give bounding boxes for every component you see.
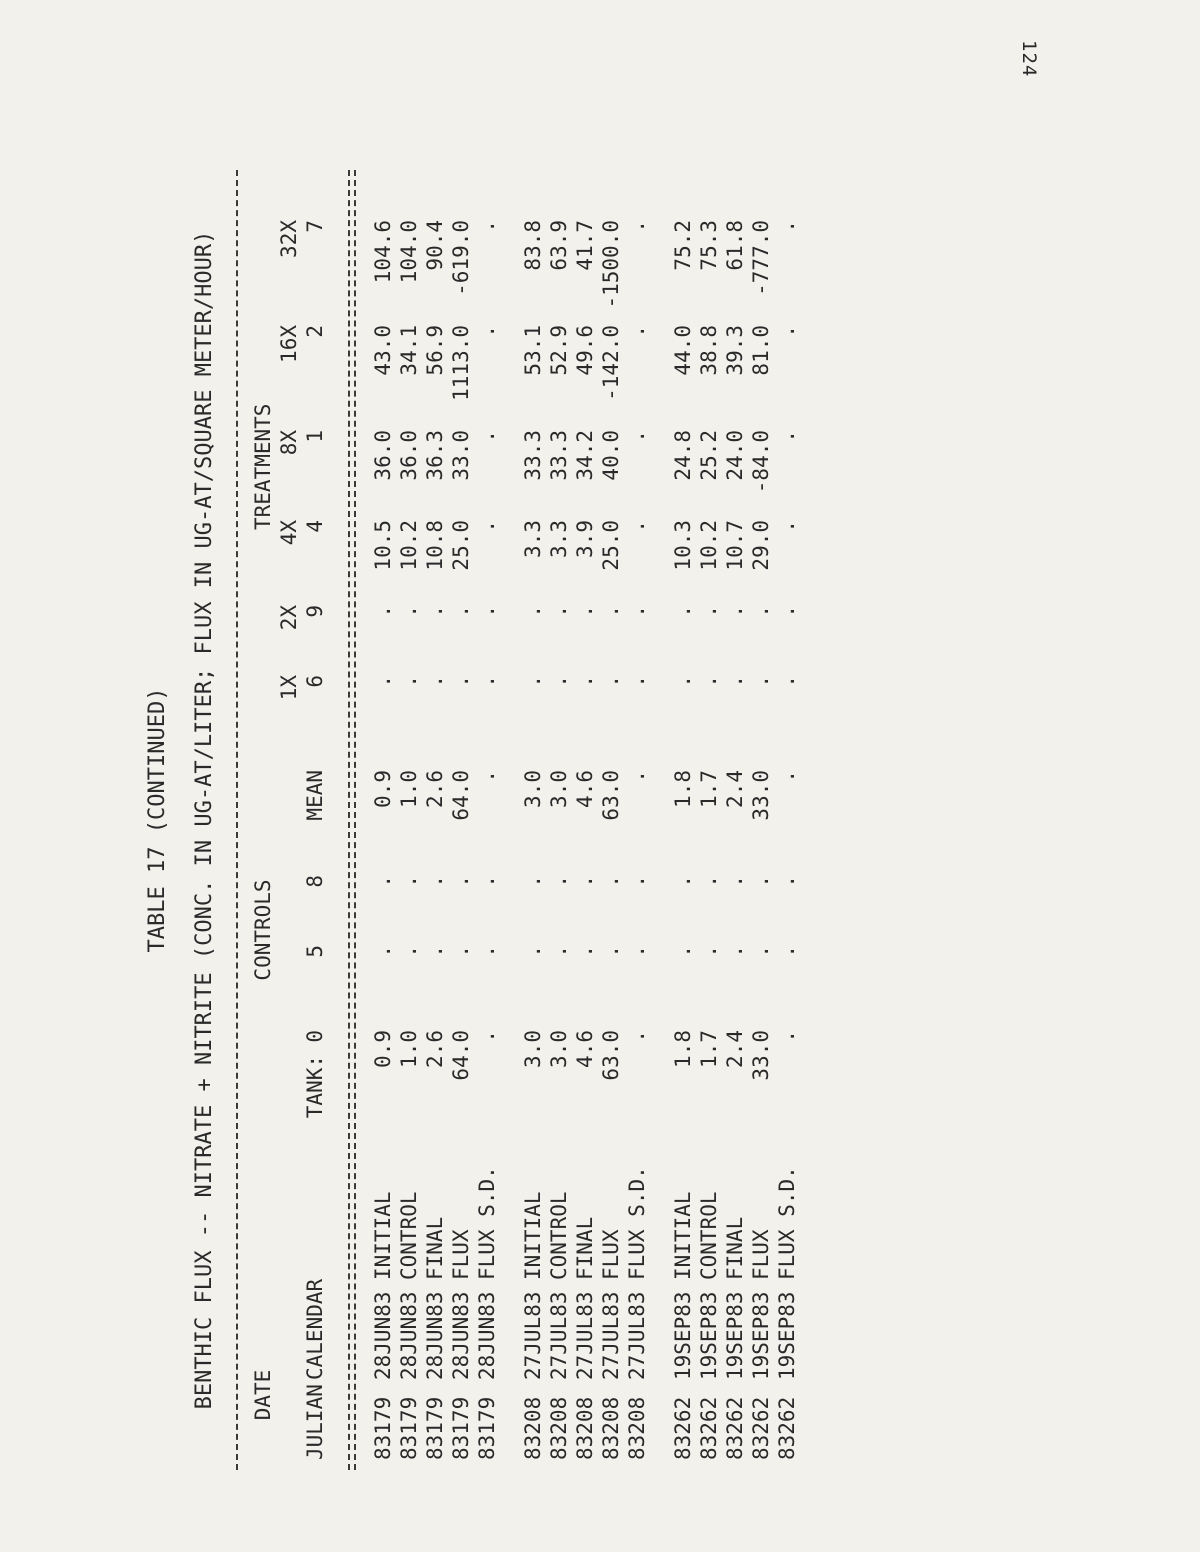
julian-date: 83208 bbox=[547, 1396, 571, 1460]
julian-date: 83179 bbox=[397, 1396, 421, 1460]
table-cell: . bbox=[547, 945, 571, 958]
table-cell: . bbox=[449, 675, 473, 688]
table-cell: . bbox=[521, 875, 545, 888]
table-cell: 1.7 bbox=[697, 770, 721, 808]
page-number: 124 bbox=[1018, 40, 1040, 78]
table-cell: 44.0 bbox=[671, 325, 695, 376]
table-cell: . bbox=[573, 875, 597, 888]
table-cell: . bbox=[671, 605, 695, 618]
table-cell: . bbox=[371, 945, 395, 958]
table-cell: 52.9 bbox=[547, 325, 571, 376]
table-cell: . bbox=[475, 520, 499, 533]
col-header-tank-id: 2 bbox=[303, 325, 327, 338]
row-type: INITIAL bbox=[671, 1191, 695, 1280]
table-cell: 34.1 bbox=[397, 325, 421, 376]
calendar-date: 28JUN83 bbox=[397, 1291, 421, 1380]
dilution-label: 32X bbox=[277, 220, 301, 258]
calendar-date: 27JUL83 bbox=[599, 1291, 623, 1380]
table-cell: 63.0 bbox=[599, 1030, 623, 1081]
calendar-date: 27JUL83 bbox=[625, 1291, 649, 1380]
dilution-label: 1X bbox=[277, 675, 301, 701]
col-header-tank-id: 8 bbox=[303, 875, 327, 888]
table-cell: . bbox=[475, 1030, 499, 1043]
table-cell: 1.0 bbox=[397, 1030, 421, 1068]
table-cell: . bbox=[775, 220, 799, 233]
table-cell: . bbox=[573, 675, 597, 688]
table-cell: . bbox=[625, 945, 649, 958]
table-cell: . bbox=[423, 605, 447, 618]
table-cell: 10.2 bbox=[397, 520, 421, 571]
table-cell: . bbox=[423, 675, 447, 688]
calendar-date: 19SEP83 bbox=[775, 1291, 799, 1380]
julian-date: 83262 bbox=[775, 1396, 799, 1460]
row-type: INITIAL bbox=[371, 1191, 395, 1280]
row-type: FLUX S.D. bbox=[775, 1166, 799, 1280]
table-cell: . bbox=[475, 675, 499, 688]
table-cell: . bbox=[775, 770, 799, 783]
table-cell: . bbox=[599, 945, 623, 958]
group-header-date: DATE bbox=[251, 1369, 275, 1421]
table-cell: . bbox=[775, 520, 799, 533]
table-cell: . bbox=[475, 875, 499, 888]
top-rule bbox=[236, 170, 238, 1470]
col-header-tank-id: 0 bbox=[303, 1030, 327, 1043]
table-cell: 81.0 bbox=[749, 325, 773, 376]
table-cell: 10.3 bbox=[671, 520, 695, 571]
table-cell: 29.0 bbox=[749, 520, 773, 571]
table-cell: -619.0 bbox=[449, 220, 473, 296]
table-cell: 104.6 bbox=[371, 220, 395, 284]
table-cell: . bbox=[599, 875, 623, 888]
table-cell: . bbox=[599, 605, 623, 618]
col-header-tank-id: MEAN bbox=[303, 770, 327, 821]
table-cell: 2.4 bbox=[723, 770, 747, 808]
table-cell: 64.0 bbox=[449, 1030, 473, 1081]
table-cell: . bbox=[775, 675, 799, 688]
table-cell: 61.8 bbox=[723, 220, 747, 271]
row-type: INITIAL bbox=[521, 1191, 545, 1280]
table-cell: . bbox=[775, 325, 799, 338]
julian-date: 83179 bbox=[423, 1396, 447, 1460]
table-cell: 24.8 bbox=[671, 430, 695, 481]
table-cell: . bbox=[775, 430, 799, 443]
table-cell: 1.7 bbox=[697, 1030, 721, 1068]
table-cell: . bbox=[775, 605, 799, 618]
row-type: FLUX S.D. bbox=[625, 1166, 649, 1280]
table-cell: . bbox=[671, 675, 695, 688]
table-subtitle: BENTHIC FLUX -- NITRATE + NITRITE (CONC. IN UG-AT/LITER; FLUX IN UG-AT/SQUARE METER/HOUR) bbox=[192, 230, 217, 1410]
table-cell: . bbox=[449, 875, 473, 888]
table-cell: 63.9 bbox=[547, 220, 571, 271]
table-cell: 25.0 bbox=[599, 520, 623, 571]
table-cell: 43.0 bbox=[371, 325, 395, 376]
table-cell: 2.6 bbox=[423, 770, 447, 808]
table-cell: . bbox=[625, 875, 649, 888]
table-cell: 104.0 bbox=[397, 220, 421, 284]
table-cell: 3.0 bbox=[521, 1030, 545, 1068]
table-cell: 38.8 bbox=[697, 325, 721, 376]
table-cell: 3.0 bbox=[547, 770, 571, 808]
table-cell: 53.1 bbox=[521, 325, 545, 376]
calendar-date: 27JUL83 bbox=[547, 1291, 571, 1380]
table-cell: . bbox=[671, 875, 695, 888]
row-type: CONTROL bbox=[397, 1191, 421, 1280]
table-cell: . bbox=[397, 605, 421, 618]
calendar-date: 28JUN83 bbox=[371, 1291, 395, 1380]
table-cell: . bbox=[573, 605, 597, 618]
table-cell: . bbox=[521, 945, 545, 958]
table-cell: . bbox=[625, 1030, 649, 1043]
table-cell: -1500.0 bbox=[599, 220, 623, 309]
table-cell: . bbox=[475, 605, 499, 618]
table-cell: 40.0 bbox=[599, 430, 623, 481]
table-cell: . bbox=[697, 945, 721, 958]
table-cell: 75.3 bbox=[697, 220, 721, 271]
dilution-label: 8X bbox=[277, 430, 301, 456]
table-cell: 25.2 bbox=[697, 430, 721, 481]
table-cell: 10.7 bbox=[723, 520, 747, 571]
table-cell: 24.0 bbox=[723, 430, 747, 481]
table-cell: 34.2 bbox=[573, 430, 597, 481]
table-cell: . bbox=[423, 945, 447, 958]
table-cell: 0.9 bbox=[371, 770, 395, 808]
table-cell: 83.8 bbox=[521, 220, 545, 271]
table-cell: . bbox=[371, 875, 395, 888]
calendar-date: 19SEP83 bbox=[697, 1291, 721, 1380]
julian-date: 83262 bbox=[697, 1396, 721, 1460]
julian-date: 83179 bbox=[449, 1396, 473, 1460]
julian-date: 83262 bbox=[749, 1396, 773, 1460]
table-cell: . bbox=[397, 945, 421, 958]
table-cell: 75.2 bbox=[671, 220, 695, 271]
table-cell: 1.8 bbox=[671, 1030, 695, 1068]
col-header-tank-id: 5 bbox=[303, 945, 327, 958]
group-header-controls: CONTROLS bbox=[251, 879, 275, 981]
table-cell: 90.4 bbox=[423, 220, 447, 271]
table-cell: -84.0 bbox=[749, 430, 773, 494]
table-cell: . bbox=[521, 675, 545, 688]
row-type: FINAL bbox=[573, 1216, 597, 1280]
col-header-tank-id: 9 bbox=[303, 605, 327, 618]
table-cell: 33.0 bbox=[749, 1030, 773, 1081]
table-cell: . bbox=[475, 770, 499, 783]
table-cell: . bbox=[547, 675, 571, 688]
table-cell: . bbox=[697, 875, 721, 888]
table-cell: 25.0 bbox=[449, 520, 473, 571]
table-cell: . bbox=[547, 875, 571, 888]
table-cell: . bbox=[397, 875, 421, 888]
table-cell: . bbox=[371, 605, 395, 618]
table-cell: 0.9 bbox=[371, 1030, 395, 1068]
table-cell: 39.3 bbox=[723, 325, 747, 376]
table-cell: 10.8 bbox=[423, 520, 447, 571]
table-cell: . bbox=[625, 220, 649, 233]
julian-date: 83262 bbox=[671, 1396, 695, 1460]
table-cell: 1.0 bbox=[397, 770, 421, 808]
table-cell: . bbox=[521, 605, 545, 618]
row-type: FLUX bbox=[749, 1229, 773, 1280]
table-cell: . bbox=[625, 675, 649, 688]
table-cell: 33.0 bbox=[449, 430, 473, 481]
table-cell: . bbox=[723, 605, 747, 618]
table-cell: . bbox=[547, 605, 571, 618]
table-cell: 10.5 bbox=[371, 520, 395, 571]
julian-date: 83208 bbox=[625, 1396, 649, 1460]
table-cell: . bbox=[475, 220, 499, 233]
table-cell: . bbox=[723, 945, 747, 958]
header-rule-1 bbox=[348, 170, 350, 1470]
table-cell: 49.6 bbox=[573, 325, 597, 376]
table-cell: . bbox=[723, 675, 747, 688]
table-cell: . bbox=[625, 325, 649, 338]
table-cell: 33.0 bbox=[749, 770, 773, 821]
table-title: TABLE 17 (CONTINUED) bbox=[145, 687, 170, 953]
table-cell: . bbox=[723, 875, 747, 888]
table-cell: . bbox=[573, 945, 597, 958]
table-cell: . bbox=[625, 430, 649, 443]
row-type: CONTROL bbox=[697, 1191, 721, 1280]
rotated-table bbox=[145, 170, 830, 1470]
table-cell: . bbox=[625, 770, 649, 783]
table-cell: . bbox=[749, 605, 773, 618]
table-cell: . bbox=[371, 675, 395, 688]
table-cell: -142.0 bbox=[599, 325, 623, 401]
calendar-date: 19SEP83 bbox=[749, 1291, 773, 1380]
col-header-calendar: CALENDAR bbox=[303, 1278, 327, 1380]
row-type: FINAL bbox=[723, 1216, 747, 1280]
calendar-date: 28JUN83 bbox=[423, 1291, 447, 1380]
dilution-label: 2X bbox=[277, 605, 301, 631]
col-header-julian: JULIAN bbox=[303, 1384, 327, 1460]
table-cell: . bbox=[697, 605, 721, 618]
table-cell: . bbox=[449, 605, 473, 618]
table-cell: 2.4 bbox=[723, 1030, 747, 1068]
table-cell: 1.8 bbox=[671, 770, 695, 808]
header-rule-2 bbox=[354, 170, 356, 1470]
julian-date: 83179 bbox=[475, 1396, 499, 1460]
table-cell: 36.0 bbox=[371, 430, 395, 481]
row-type: FINAL bbox=[423, 1216, 447, 1280]
julian-date: 83208 bbox=[521, 1396, 545, 1460]
table-cell: . bbox=[749, 945, 773, 958]
calendar-date: 19SEP83 bbox=[723, 1291, 747, 1380]
table-cell: . bbox=[475, 325, 499, 338]
table-cell: . bbox=[423, 875, 447, 888]
table-cell: 63.0 bbox=[599, 770, 623, 821]
table-cell: 3.3 bbox=[521, 520, 545, 558]
col-header-tank: TANK: bbox=[303, 1055, 327, 1119]
table-cell: 3.3 bbox=[547, 520, 571, 558]
row-type: FLUX S.D. bbox=[475, 1166, 499, 1280]
table-cell: 3.0 bbox=[521, 770, 545, 808]
table-cell: 41.7 bbox=[573, 220, 597, 271]
table-cell: 3.9 bbox=[573, 520, 597, 558]
col-header-tank-id: 6 bbox=[303, 675, 327, 688]
table-cell: 56.9 bbox=[423, 325, 447, 376]
table-cell: . bbox=[775, 1030, 799, 1043]
table-cell: . bbox=[697, 675, 721, 688]
table-cell: 1113.0 bbox=[449, 325, 473, 401]
dilution-label: 4X bbox=[277, 520, 301, 546]
table-cell: . bbox=[475, 945, 499, 958]
table-cell: 33.3 bbox=[547, 430, 571, 481]
table-cell: . bbox=[397, 675, 421, 688]
table-cell: . bbox=[775, 875, 799, 888]
calendar-date: 28JUN83 bbox=[449, 1291, 473, 1380]
group-header-treatments: TREATMENTS bbox=[251, 403, 275, 530]
table-cell: 36.3 bbox=[423, 430, 447, 481]
table-cell: 10.2 bbox=[697, 520, 721, 571]
col-header-tank-id: 4 bbox=[303, 520, 327, 533]
calendar-date: 27JUL83 bbox=[573, 1291, 597, 1380]
julian-date: 83179 bbox=[371, 1396, 395, 1460]
table-cell: . bbox=[625, 520, 649, 533]
calendar-date: 27JUL83 bbox=[521, 1291, 545, 1380]
table-cell: . bbox=[671, 945, 695, 958]
table-cell: . bbox=[749, 675, 773, 688]
table-cell: -777.0 bbox=[749, 220, 773, 296]
julian-date: 83208 bbox=[573, 1396, 597, 1460]
calendar-date: 19SEP83 bbox=[671, 1291, 695, 1380]
table-cell: 36.0 bbox=[397, 430, 421, 481]
table-cell: . bbox=[449, 945, 473, 958]
row-type: CONTROL bbox=[547, 1191, 571, 1280]
julian-date: 83208 bbox=[599, 1396, 623, 1460]
table-cell: 3.0 bbox=[547, 1030, 571, 1068]
table-cell: . bbox=[775, 945, 799, 958]
table-cell: 64.0 bbox=[449, 770, 473, 821]
table-cell: . bbox=[625, 605, 649, 618]
table-cell: 4.6 bbox=[573, 1030, 597, 1068]
table-cell: . bbox=[599, 675, 623, 688]
row-type: FLUX bbox=[449, 1229, 473, 1280]
table-cell: 2.6 bbox=[423, 1030, 447, 1068]
table-cell: 4.6 bbox=[573, 770, 597, 808]
col-header-tank-id: 1 bbox=[303, 430, 327, 443]
table-cell: 33.3 bbox=[521, 430, 545, 481]
col-header-tank-id: 7 bbox=[303, 220, 327, 233]
calendar-date: 28JUN83 bbox=[475, 1291, 499, 1380]
dilution-label: 16X bbox=[277, 325, 301, 363]
table-cell: . bbox=[749, 875, 773, 888]
row-type: FLUX bbox=[599, 1229, 623, 1280]
table-cell: . bbox=[475, 430, 499, 443]
julian-date: 83262 bbox=[723, 1396, 747, 1460]
